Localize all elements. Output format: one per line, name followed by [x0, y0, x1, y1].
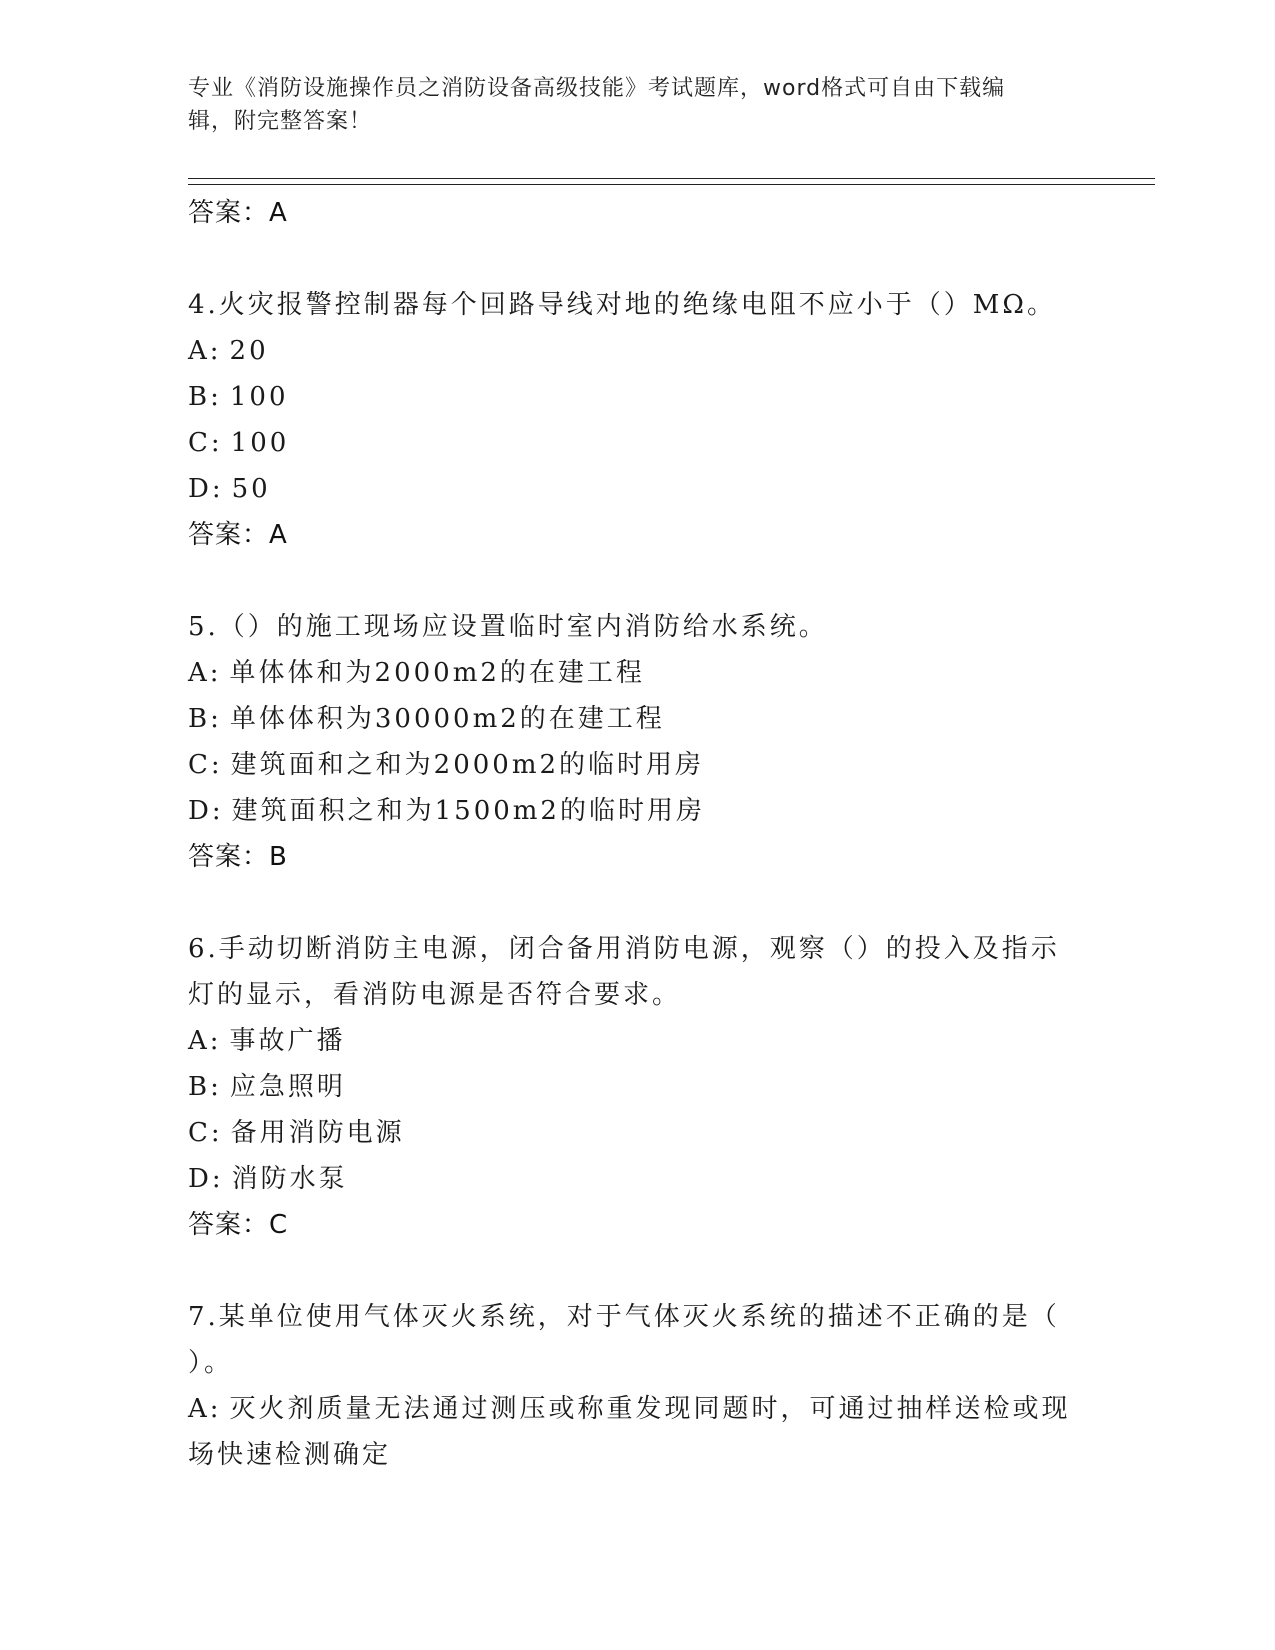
spacer	[188, 558, 1088, 604]
header-line-1: 专业《消防设施操作员之消防设备高级技能》考试题库，word格式可自由下载编	[188, 76, 1006, 101]
option-key: A:	[188, 1394, 222, 1424]
question-text: 5.（）的施工现场应设置临时室内消防给水系统。	[188, 612, 828, 642]
option-key: B:	[188, 1072, 222, 1102]
option-key: D:	[188, 1164, 224, 1194]
option-b	[188, 374, 1088, 420]
option-key: B:	[188, 704, 222, 734]
option-key: C:	[188, 1118, 223, 1148]
option-key: C:	[188, 750, 223, 780]
question-list	[188, 190, 1088, 1478]
question-text-cont: 灯的显示，看消防电源是否符合要求。	[188, 980, 682, 1010]
question-text: 6.手动切断消防主电源，闭合备用消防电源，观察（）的投入及指示	[188, 934, 1060, 964]
spacer	[188, 1248, 1088, 1294]
option-c	[188, 742, 1088, 788]
spacer	[188, 236, 1088, 282]
option-d	[188, 1156, 1088, 1202]
option-a	[188, 1386, 1088, 1432]
option-text: 单体体和为2000m2的在建工程	[229, 658, 645, 688]
option-a-cont: 场快速检测确定	[188, 1440, 392, 1470]
option-key: A:	[188, 1026, 222, 1056]
option-text: 灭火剂质量无法通过测压或称重发现同题时，可通过抽样送检或现	[229, 1394, 1071, 1424]
header-line-2: 辑，附完整答案！	[188, 109, 373, 134]
answer-line: 答案：C	[188, 1210, 289, 1240]
answer-line: 答案：B	[188, 842, 288, 872]
question-block	[188, 604, 1088, 880]
answer-line: 答案：A	[188, 520, 288, 550]
option-text: 备用消防电源	[230, 1118, 405, 1148]
option-b	[188, 1064, 1088, 1110]
option-key: D:	[188, 796, 224, 826]
option-text: 20	[229, 336, 269, 366]
option-key: B:	[188, 382, 222, 412]
option-text: 建筑面和之和为2000m2的临时用房	[230, 750, 705, 780]
option-text: 100	[229, 382, 289, 412]
option-key: D:	[188, 474, 224, 504]
answer-line: 答案：A	[188, 198, 288, 228]
header-divider-top	[188, 178, 1155, 179]
option-key: C:	[188, 428, 223, 458]
option-text: 事故广播	[229, 1026, 346, 1056]
option-text: 50	[231, 474, 271, 504]
question-text: 4.火灾报警控制器每个回路导线对地的绝缘电阻不应小于（）MΩ。	[188, 290, 1056, 320]
option-text: 单体体积为30000m2的在建工程	[229, 704, 665, 734]
option-a	[188, 1018, 1088, 1064]
spacer	[188, 880, 1088, 926]
option-c	[188, 420, 1088, 466]
header-divider-bottom	[188, 184, 1155, 185]
option-c	[188, 1110, 1088, 1156]
option-text: 100	[230, 428, 290, 458]
option-d	[188, 466, 1088, 512]
option-a	[188, 650, 1088, 696]
question-block	[188, 282, 1088, 558]
option-key: A:	[188, 336, 222, 366]
option-d	[188, 788, 1088, 834]
header-note	[188, 72, 1068, 138]
option-a	[188, 328, 1088, 374]
question-block	[188, 1294, 1088, 1478]
option-key: A:	[188, 658, 222, 688]
question-block	[188, 926, 1088, 1248]
option-text: 建筑面积之和为1500m2的临时用房	[231, 796, 705, 826]
question-text-cont: ）。	[188, 1348, 234, 1378]
option-text: 应急照明	[229, 1072, 346, 1102]
option-text: 消防水泵	[231, 1164, 348, 1194]
option-b	[188, 696, 1088, 742]
question-text: 7.某单位使用气体灭火系统，对于气体灭火系统的描述不正确的是（	[188, 1302, 1060, 1332]
